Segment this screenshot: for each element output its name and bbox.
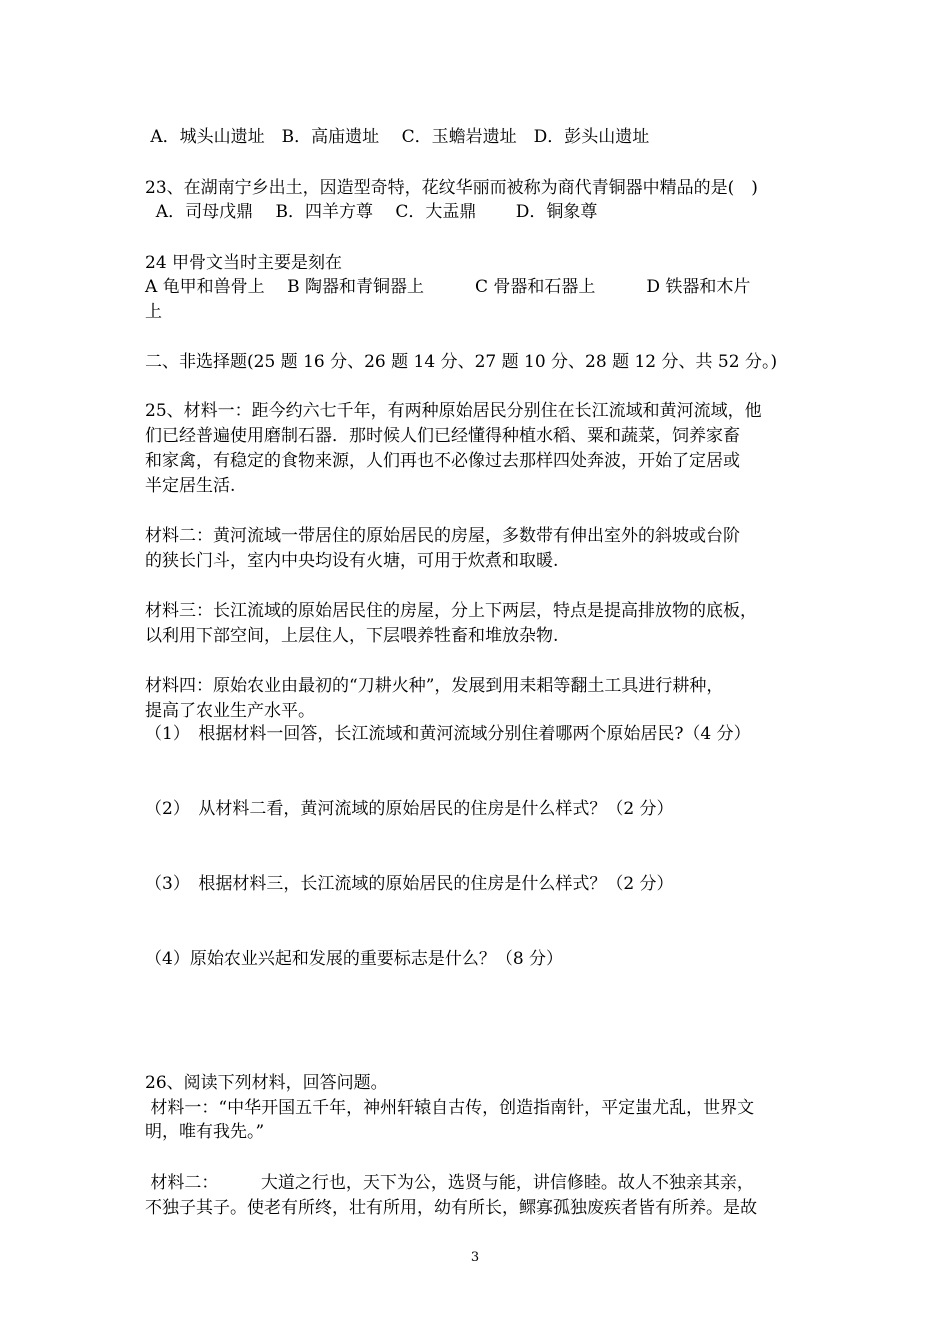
q25-material-2-line-2: 的狭长门斗，室内中央均设有火塘，可用于炊煮和取暖. <box>145 551 559 571</box>
q25-sub-question-3: （3） 根据材料三，长江流域的原始居民的住房是什么样式？（2 分） <box>145 874 674 894</box>
q24-options-cont: 上 <box>145 302 162 322</box>
q25-material-2-line-1: 材料二：黄河流域一带居住的原始居民的房屋，多数带有伸出室外的斜坡或台阶 <box>145 526 740 546</box>
q24-options: A 龟甲和兽骨上 B 陶器和青铜器上 C 骨器和石器上 D 铁器和木片 <box>145 277 751 297</box>
q25-material-4-line-2: 提高了农业生产水平。 <box>145 701 315 721</box>
q26-material-1-line-2: 明，唯有我先。” <box>145 1122 265 1142</box>
q25-sub-question-2: （2） 从材料二看，黄河流域的原始居民的住房是什么样式？（2 分） <box>145 799 674 819</box>
q25-material-4-line-1: 材料四：原始农业由最初的“刀耕火种”，发展到用耒耜等翻土工具进行耕种， <box>145 676 724 696</box>
q26-material-1-line-1: 材料一：“中华开国五千年，神州轩辕自古传，创造指南针，平定蚩尤乱，世界文 <box>145 1098 755 1118</box>
q24-stem: 24 甲骨文当时主要是刻在 <box>145 253 343 273</box>
page-number: 3 <box>470 1250 480 1265</box>
q25-material-1-line-4: 半定居生活. <box>145 476 236 496</box>
q26-material-2-line-2: 不独子其子。使老有所终，壮有所用，幼有所长，鳏寡孤独废疾者皆有所养。是故 <box>145 1198 757 1218</box>
q25-material-1-line-1: 25、材料一：距今约六七千年，有两种原始居民分别住在长江流域和黄河流域，他 <box>145 401 762 421</box>
q25-material-1-line-2: 们已经普遍使用磨制石器．那时候人们已经懂得种植水稻、粟和蔬菜，饲养家畜 <box>145 426 740 446</box>
q22-options: A．城头山遗址 B．高庙遗址 C．玉蟾岩遗址 D．彭头山遗址 <box>145 127 650 147</box>
q25-material-3-line-1: 材料三：长江流域的原始居民住的房屋，分上下两层，特点是提高排放物的底板， <box>145 601 757 621</box>
q23-options: A．司母戊鼎 B．四羊方尊 C．大盂鼎 D．铜象尊 <box>145 202 598 222</box>
q25-material-1-line-3: 和家禽，有稳定的食物来源，人们再也不必像过去那样四处奔波，开始了定居或 <box>145 451 740 471</box>
q23-stem: 23、在湖南宁乡出土，因造型奇特，花纹华丽而被称为商代青铜器中精品的是( ) <box>145 178 758 198</box>
section-2-heading: 二、非选择题(25 题 16 分、26 题 14 分、27 题 10 分、28 题 12 分、共 52 分。) <box>145 352 778 372</box>
q26-material-2-line-1: 材料二： 大道之行也，天下为公，选贤与能，讲信修睦。故人不独亲其亲， <box>145 1173 754 1193</box>
q25-material-3-line-2: 以利用下部空间，上层住人，下层喂养牲畜和堆放杂物. <box>145 626 559 646</box>
q25-sub-question-1: （1） 根据材料一回答，长江流域和黄河流域分别住着哪两个原始居民?（4 分） <box>145 724 751 744</box>
q25-sub-question-4: （4）原始农业兴起和发展的重要标志是什么？（8 分） <box>145 949 564 969</box>
q26-stem: 26、阅读下列材料，回答问题。 <box>145 1073 388 1093</box>
